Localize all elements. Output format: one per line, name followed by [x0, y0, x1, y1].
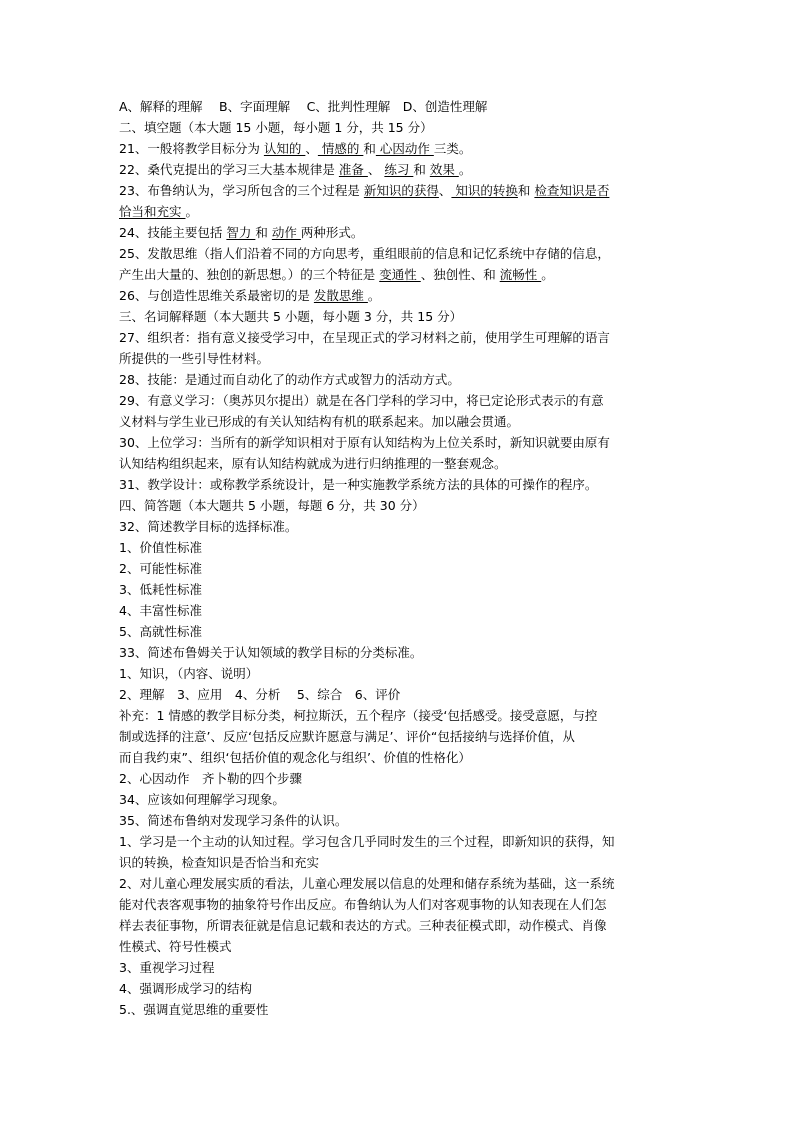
answer-35-item-1: 1、学习是一个主动的认知过程。学习包含几乎同时发生的三个过程，即新知识的获得，知: [119, 834, 615, 849]
q22-text: 22、桑代克提出的学习三大基本规律是: [119, 162, 339, 177]
q26-answer: 发散思维: [313, 288, 368, 303]
term-27: 27、组织者：指有意义接受学习中，在呈现正式的学习材料之前，使用学生可理解的语言: [119, 330, 610, 345]
question-35: 35、简述布鲁纳对发现学习条件的认识。: [119, 813, 348, 828]
q23-answer-3: 检查知识是否: [534, 183, 610, 198]
q21-answer-3: 心因动作: [375, 141, 434, 156]
q21-end: 三类。: [433, 141, 472, 156]
question-20-options: A、解释的理解 B、字面理解 C、批判性理解 D、创造性理解: [119, 99, 488, 114]
q21-sep-2: 和: [363, 141, 376, 156]
q21-text: 21、一般将教学目标分为: [119, 141, 264, 156]
answer-35-item-2-cont-2: 样去表征事物，所谓表征就是信息记载和表达的方式。三种表征模式即，动作模式、肖像: [119, 918, 607, 933]
q23-sep-1: 、: [438, 183, 452, 198]
term-29-cont: 义材料与学生业已形成的有关认知结构有机的联系起来。加以融会贯通。: [119, 414, 520, 429]
answer-33-item-1: 1、知识，（内容、说明）: [119, 666, 259, 681]
q22-answer-3: 效果: [429, 162, 459, 177]
question-33: 33、简述布鲁姆关于认知领域的教学目标的分类标准。: [119, 645, 423, 660]
term-29: 29、有意义学习：（奥苏贝尔提出）就是在各门学科的学习中，将已定论形式表示的有意: [119, 393, 604, 408]
answer-35-item-2: 2、对儿童心理发展实质的看法，儿童心理发展以信息的处理和储存系统为基础，这一系统: [119, 876, 615, 891]
answer-35-item-2-cont-3: 性模式、符号性模式: [119, 939, 232, 954]
section-heading-terms: 三、名词解释题（本大题共 5 小题，每小题 3 分，共 15 分）: [119, 309, 463, 324]
supplement-line-1: 补充：1 情感的教学目标分类，柯拉斯沃，五个程序（接受‘包括感受。接受意愿，与控: [119, 708, 598, 723]
answer-32-item-4: 4、丰富性标准: [119, 603, 202, 618]
q24-text: 24、技能主要包括: [119, 225, 227, 240]
q22-sep-1: 、: [367, 162, 385, 177]
term-27-cont: 所提供的一些引导性材料。: [119, 351, 270, 366]
q25-answer-1: 变通性: [379, 267, 421, 282]
term-30: 30、上位学习：当所有的新学知识相对于原有认知结构为上位关系时，新知识就要由原有: [119, 435, 610, 450]
q26-text: 26、与创造性思维关系最密切的是: [119, 288, 314, 303]
q24-answer-2: 动作: [271, 225, 301, 240]
q22-answer-1: 准备: [338, 162, 368, 177]
answer-32-item-2: 2、可能性标准: [119, 561, 202, 576]
q25-end: 。: [541, 267, 554, 282]
answer-35-item-2-cont-1: 能对代表客观事物的抽象符号作出反应。布鲁纳认为人们对客观事物的认知表现在人们怎: [119, 897, 607, 912]
answer-32-item-3: 3、低耗性标准: [119, 582, 202, 597]
q21-answer-2: 情感的: [317, 141, 364, 156]
term-30-cont: 认知结构组织起来，原有认知结构就成为进行归纳推理的一整套观念。: [119, 456, 507, 471]
q21-sep-1: 、: [305, 141, 318, 156]
q24-end: 两种形式。: [300, 225, 364, 240]
question-34: 34、应该如何理解学习现象。: [119, 792, 285, 807]
q21-answer-1: 认知的: [263, 141, 306, 156]
q22-end: 。: [458, 162, 472, 177]
term-28: 28、技能：是通过而自动化了的动作方式或智力的活动方式。: [119, 372, 460, 387]
question-23-cont: [119, 201, 679, 222]
question-32: 32、简述教学目标的选择标准。: [119, 519, 298, 534]
answer-35-item-3: 3、重视学习过程: [119, 960, 215, 975]
q24-sep: 和: [255, 225, 272, 240]
answer-33-items-2-6: 2、理解 3、应用 4、分析 5、综合 6、评价: [119, 687, 401, 702]
q23-sep-2: 和: [517, 183, 535, 198]
supplement-item-2: 2、心因动作 齐卜勒的四个步骤: [119, 771, 302, 786]
q24-answer-1: 智力: [226, 225, 256, 240]
answer-32-item-5: 5、高就性标准: [119, 624, 202, 639]
q25-sep: 、独创性、和: [420, 267, 500, 282]
answer-35-item-5: 5.、强调直觉思维的重要性: [119, 1002, 269, 1017]
document-body: [119, 96, 679, 1020]
q23-answer-1: 新知识的获得: [363, 183, 439, 198]
supplement-line-2: 制或选择的注意’、反应‘包括反应默许愿意与满足’、评价“包括接纳与选择价值，从: [119, 729, 575, 744]
term-31: 31、教学设计：或称教学系统设计，是一种实施教学系统方法的具体的可操作的程序。: [119, 477, 598, 492]
question-26: [119, 285, 679, 306]
answer-32-item-1: 1、价值性标准: [119, 540, 202, 555]
q23-text: 23、布鲁纳认为，学习所包含的三个过程是: [119, 183, 364, 198]
question-23: [119, 180, 679, 201]
question-25-cont: [119, 264, 679, 285]
q25-text: 产生出大量的、独创的新思想。）的三个特征是: [119, 267, 380, 282]
q23-answer-3-cont: 恰当和充实: [119, 204, 186, 219]
answer-35-item-4: 4、强调形成学习的结构: [119, 981, 252, 996]
question-22: [119, 159, 679, 180]
q25-answer-2: 流畅性: [499, 267, 542, 282]
section-heading-fill-blank: 二、填空题（本大题 15 小题，每小题 1 分，共 15 分）: [119, 120, 433, 135]
q22-sep-2: 和: [413, 162, 430, 177]
supplement-line-3: 而自我约束”、组织‘包括价值的观念化与组织’、价值的性格化）: [119, 750, 471, 765]
q22-answer-2: 练习: [384, 162, 414, 177]
question-24: [119, 222, 679, 243]
question-21: [119, 138, 679, 159]
q23-end: 。: [185, 204, 198, 219]
question-25: 25、发散思维（指人们沿着不同的方向思考，重组眼前的信息和记忆系统中存储的信息，: [119, 246, 610, 261]
answer-35-item-1-cont: 识的转换，检查知识是否恰当和充实: [119, 855, 320, 870]
section-heading-short-answer: 四、简答题（本大题共 5 小题，每题 6 分，共 30 分）: [119, 498, 425, 513]
q23-answer-2: 知识的转换: [451, 183, 518, 198]
q26-end: 。: [367, 288, 381, 303]
